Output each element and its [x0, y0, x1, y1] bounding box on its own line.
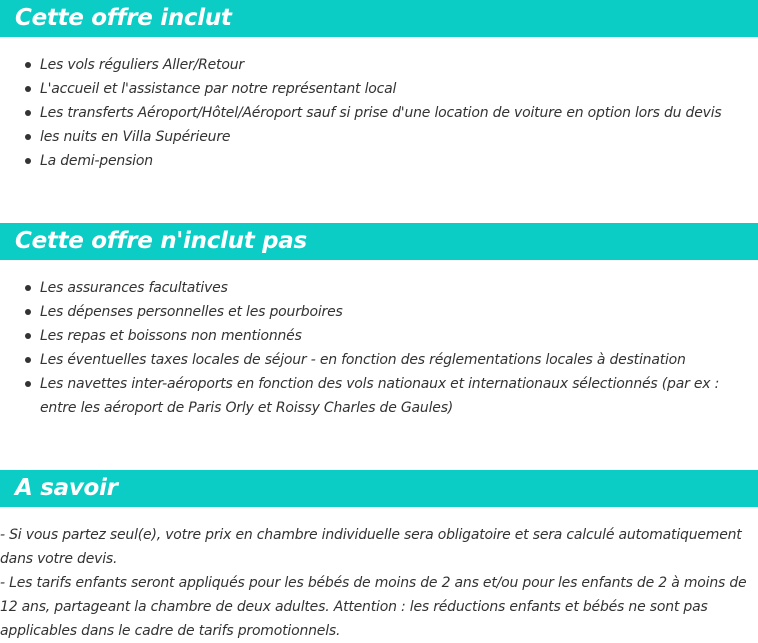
- section-excludes: [0, 223, 758, 420]
- list-item: Les vols réguliers Aller/Retour: [0, 53, 758, 77]
- list-item: L'accueil et l'assistance par notre représentant local: [0, 77, 758, 101]
- good-to-know-text: [0, 523, 758, 643]
- info-paragraph: - Si vous partez seul(e), votre prix en chambre individuelle sera obligatoire et sera calculé automatiquement dans votre devis.: [0, 527, 742, 567]
- list-item: Les assurances facultatives: [0, 276, 758, 300]
- section-includes: [0, 0, 758, 173]
- section-good-to-know: [0, 470, 758, 643]
- list-item: Les transferts Aéroport/Hôtel/Aéroport sauf si prise d'une location de voiture en option lors du devis: [0, 101, 758, 125]
- section-title-good-to-know: A savoir: [0, 470, 758, 507]
- includes-list: [0, 53, 758, 173]
- section-title-excludes: Cette offre n'inclut pas: [0, 223, 758, 260]
- list-item: les nuits en Villa Supérieure: [0, 125, 758, 149]
- list-item: Les éventuelles taxes locales de séjour - en fonction des réglementations locales à destination: [0, 348, 758, 372]
- list-item: La demi-pension: [0, 149, 758, 173]
- info-paragraph: - Les tarifs enfants seront appliqués pour les bébés de moins de 2 ans et/ou pour les enfants de 2 à moins de 12 ans, partageant la chambre de deux adultes. Attention : les réductions enfants et bébés ne sont pas applicables dans le cadre de tarifs promotionnels.: [0, 575, 747, 639]
- list-item: Les navettes inter-aéroports en fonction des vols nationaux et internationaux sélectionnés (par ex : entre les aéroport de Paris Orly et Roissy Charles de Gaules): [0, 372, 758, 420]
- excludes-list: [0, 276, 758, 420]
- list-item: Les dépenses personnelles et les pourboires: [0, 300, 758, 324]
- section-title-includes: Cette offre inclut: [0, 0, 758, 37]
- list-item: Les repas et boissons non mentionnés: [0, 324, 758, 348]
